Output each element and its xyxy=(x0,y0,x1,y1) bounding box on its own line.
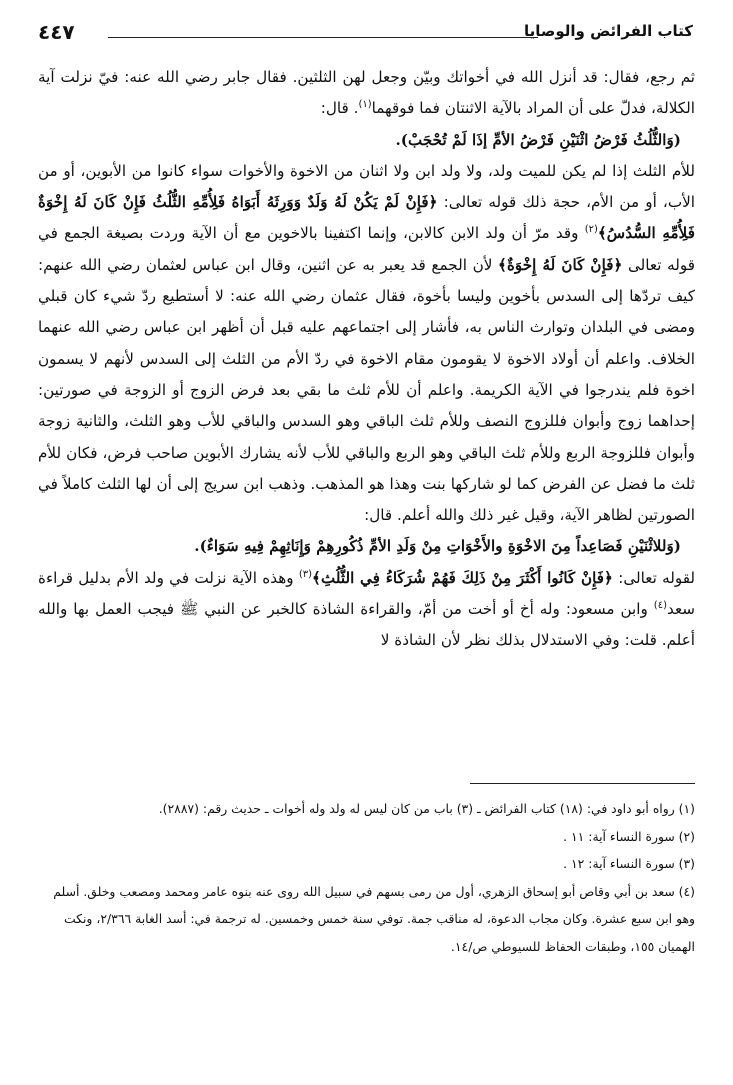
main-text xyxy=(38,62,695,657)
footnote-ref: (١) xyxy=(358,99,372,111)
footnote-ref: (٣) xyxy=(298,568,313,580)
footnote-ref: (٢) xyxy=(584,224,598,236)
footnotes xyxy=(38,795,695,961)
footnote-separator xyxy=(470,783,695,784)
book-title: كتاب الفرائض والوصايا xyxy=(523,22,693,40)
matn-rule: (وَالثُّلُثُ فَرْضُ اثْنَيْنِ فَرْضُ الأمِّ إذَا لَمْ تُحْجَبْ). xyxy=(395,130,681,149)
text-paragraph: ثم رجع، فقال: قد أنزل الله في أخواتك وبيّن وجعل لهن الثلثين. فقال جابر رضي الله عنه: فيّ نزلت آية الكلالة، فدلّ على أن المراد بالآية الاثنتان فما فوقهما$^{(١)}$. قال: xyxy=(38,68,696,118)
footnote-ref: (٤) xyxy=(653,599,667,611)
text-paragraph: للأم الثلث إذا لم يكن للميت ولد، ولا ولد ابن ولا اثنان من الاخوة والأخوات سواء كانوا من الأبوين، أو من الأب، أو من الأم، حجة ذلك قوله تعالى: ﴿فَإِنْ لَمْ يَكُنْ لَهُ وَلَدٌ وَوَرِثَهُ أَبَوَاهُ فَلِأُمِّهِ الثُّلُثُ فَإِنْ كَانَ لَهُ إِخْوَةٌ فَلِأُمِّهِ السُّدُسُ﴾$^{(٢)}$ وقد مرّ أن ولد الابن كالابن، وإنما اكتفينا بالاخوين مع أن الآية وردت بصيغة الجمع في قوله تعالى ﴿فَإِنْ كَانَ لَهُ إِخْوَةٌ﴾ لأن الجمع قد يعبر به عن اثنين، وقال ابن عباس لعثمان رضي الله عنهم: كيف تردّها إلى السدس بأخوين وليسا بأخوة، فقال عثمان رضي الله عنه: لا أستطيع ردّ شيء كان قبلي ومضى في البلدان وتوارث الناس به، فأشار إلى اجتماعهم عليه قبل أن أظهر ابن عباس رضي الله عنهما الخلاف. واعلم أن أولاد الاخوة لا يقومون مقام الاخوة في ردّ الأم من الثلث إلى السدس لأنهم لا يسمون اخوة فلم يندرجوا في الآية الكريمة. واعلم أن للأم ثلث ما بقي بعد فرض الزوج أو الزوجة في صورتين: إحداهما زوج وأبوان فللزوج النصف وللأم ثلث الباقي وهو السدس والباقي للأب وهو الثلث، والثانية زوجة وأبوان فللزوجة الربع وللأم ثلث الباقي وهو الربع والباقي للأب لأنه يشارك الأبوين صاحب فرض، فكان للأم ثلث ما فضل عن الفرض كما لو شاركها بنت وهذا هو المذهب. وذهب ابن سريج إلى أن لها الثلث كاملاً في الصورتين لظاهر الآية، وقيل غير ذلك والله أعلم. قال: xyxy=(38,161,696,525)
quran-verse: ﴿فَإِنْ كَانَ لَهُ إِخْوَةٌ﴾ xyxy=(498,255,623,274)
footnote: (٣) سورة النساء آية: ١٢ . xyxy=(563,856,695,872)
footnote: (٢) سورة النساء آية: ١١ . xyxy=(563,828,695,844)
matn-rule: (وَللاثْنَيْنِ فَصَاعِداً مِنَ الاخْوَةِ والأَخْوَاتِ مِنْ وَلَدِ الأمِّ ذُكُورِهِمْ وَإِنَاثِهِمْ فِيهِ سَوَاءٌ). xyxy=(194,537,681,556)
footnote: (١) رواه أبو داود في: (١٨) كتاب الفرائض ـ (٣) باب من كان ليس له ولد وله أخوات ـ حديث رقم: (٢٨٨٧). xyxy=(158,801,695,816)
footnote: (٤) سعد بن أبي وقاص أبو إسحاق الزهري، أول من رمى بسهم في سبيل الله روى عنه بنوه عامر ومحمد ومصعب وخلق. أسلم وهو ابن سبع عشرة. وكان مجاب الدعوة، له مناقب جمة. توفي سنة خمس وخمسين. له ترجمة في: أسد الغابة ٢/٣٦٦، ونكت الهميان ١٥٥، وطبقات الحفاظ للسيوطي ص/١٤. xyxy=(53,883,695,954)
text-paragraph: لقوله تعالى: ﴿فَإِنْ كَانُوا أَكْثَرَ مِنْ ذَلِكَ فَهُمْ شُرَكَاءُ فِي الثُّلُثِ﴾$^{(٣)}$ وهذه الآية نزلت في ولد الأم بدليل قراءة سعد$^{(٤)}$ وابن مسعود: وله أخ أو أخت من أمّ، والقراءة الشاذة كالخبر عن النبي ﷺ فيجب العمل بها والله أعلم. قلت: وفي الاستدلال بذلك نظر لأن الشاذة لا xyxy=(38,568,696,650)
quran-verse: ﴿فَإِنْ لَمْ يَكُنْ لَهُ وَلَدٌ وَوَرِثَهُ أَبَوَاهُ فَلِأُمِّهِ الثُّلُثُ فَإِنْ كَانَ لَهُ إِخْوَةٌ فَلِأُمِّهِ السُّدُسُ﴾ xyxy=(38,193,695,243)
running-header xyxy=(38,20,693,46)
header-rule xyxy=(108,37,538,38)
page-number: ٤٤٧ xyxy=(38,20,75,44)
quran-verse: ﴿فَإِنْ كَانُوا أَكْثَرَ مِنْ ذَلِكَ فَهُمْ شُرَكَاءُ فِي الثُّلُثِ﴾ xyxy=(312,568,613,587)
